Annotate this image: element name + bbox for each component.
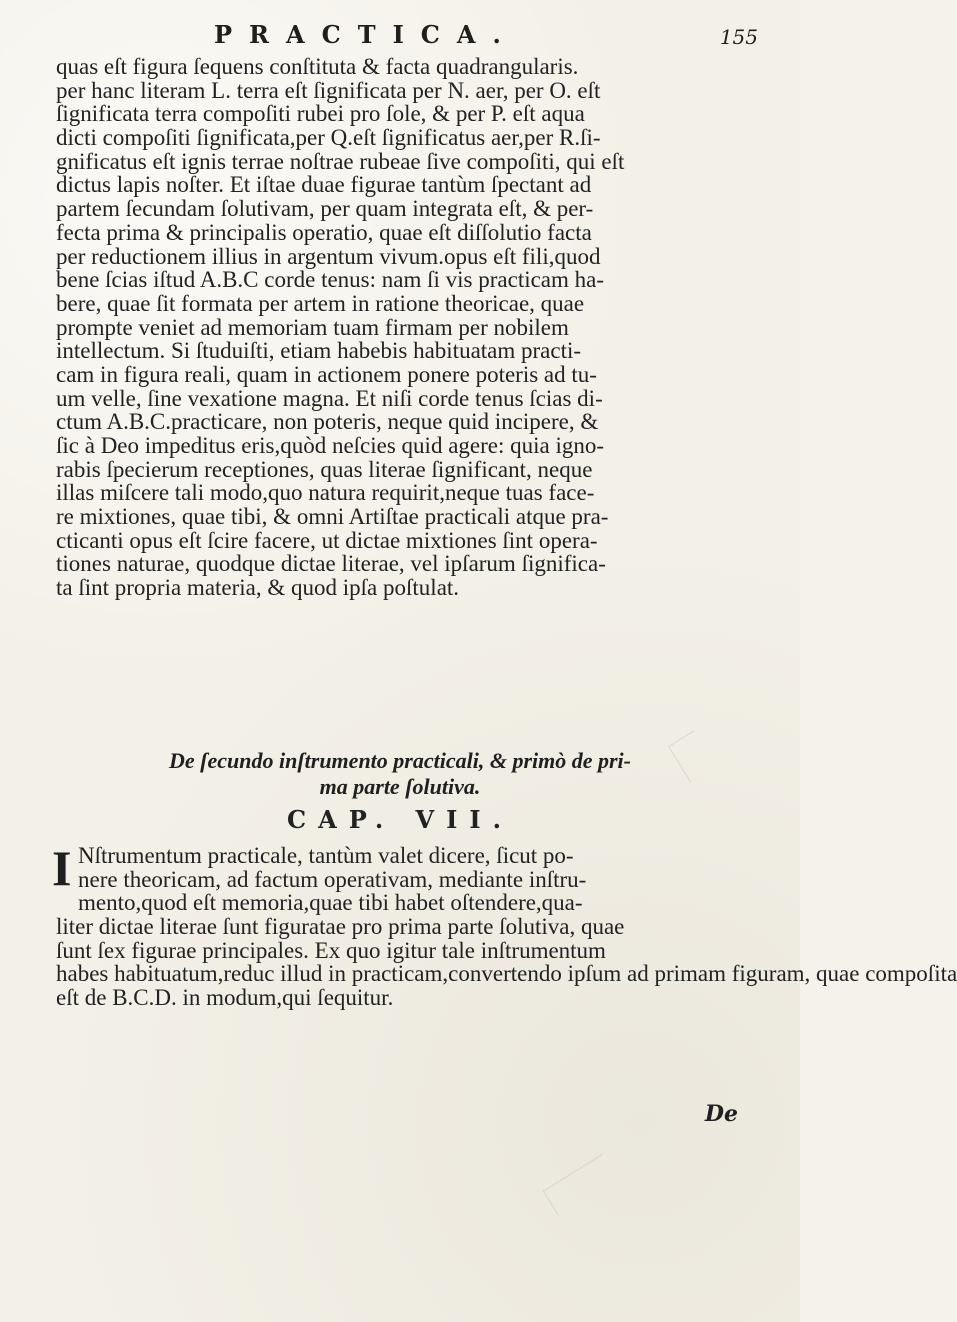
text-line: tiones naturae, quodque dictae literae, vel ipſarum ſignifica- [56, 551, 606, 577]
text-line: dicti compoſiti ſignificata,per Q.eſt ſignificatus aer,per R.ſi- [56, 125, 601, 151]
text-line: nere theoricam, ad factum operativam, mediante inſtru- [78, 866, 587, 892]
text-line: rabis ſpecierum receptiones, quas literae ſignificant, neque [56, 456, 593, 482]
text-line: re mixtiones, quae tibi, & omni Artiſtae practicali atque pra- [56, 504, 609, 530]
text-line: intellectum. Si ſtuduiſti, etiam habebis habituatam practi- [56, 338, 582, 364]
text-line: mento,quod eſt memoria,quae tibi habet oſtendere,qua- [78, 890, 583, 916]
text-line: ſignificata terra compoſiti rubei pro ſole, & per P. eſt aqua [56, 101, 585, 127]
text-line: cam in figura reali, quam in actionem ponere poteris ad tu- [56, 361, 597, 387]
text-line: cticanti opus eſt ſcire facere, ut dictae mixtiones ſint opera- [56, 527, 598, 553]
section-heading-line: ma parte ſolutiva. [319, 774, 481, 799]
main-text-bottom [56, 843, 957, 1011]
section-heading [60, 748, 740, 800]
page-number: 155 [719, 25, 758, 49]
running-title: PRACTICA. [214, 20, 518, 49]
text-line: bere, quae ſit formata per artem in ratione theoricae, quae [56, 290, 585, 316]
text-line: gnificatus eſt ignis terrae noſtrae rubeae ſive compoſiti, qui eſt [56, 148, 625, 174]
text-line: liter dictae literae ſunt figuratae pro prima parte ſolutiva, quae [56, 914, 625, 940]
text-line: per reductionem illius in argentum vivum.opus eſt fili,quod [56, 243, 601, 269]
text-line: partem ſecundam ſolutivam, per quam integrata eſt, & per- [56, 196, 594, 222]
text-line: ctum A.B.C.practicare, non poteris, neque quid incipere, & [56, 409, 599, 435]
text-line: ſic à Deo impeditus eris,quòd neſcies quid agere: quia igno- [56, 433, 605, 458]
paper-crease-mark [543, 1153, 619, 1215]
text-line: bene ſcias iſtud A.B.C corde tenus: nam ſi vis practicam ha- [56, 267, 605, 293]
text-line: illas miſcere tali modo,quo natura requirit,neque tuas face- [56, 480, 595, 506]
chapter-title: CAP. VII. [287, 805, 513, 834]
text-line: Nſtrumentum practicale, tantùm valet dicere, ſicut po- [78, 843, 574, 868]
text-line: eſt de B.C.D. in modum,qui ſequitur. [56, 985, 394, 1011]
section-heading-line: De ſecundo inſtrumento practicali, & primò de pri- [169, 748, 631, 773]
text-line: ſunt ſex figurae principales. Ex quo igitur tale inſtrumentum [56, 937, 606, 963]
text-line: dictus lapis noſter. Et iſtae duae figurae tantùm ſpectant ad [56, 172, 592, 198]
text-line: um velle, ſine vexatione magna. Et niſi corde tenus ſcias di- [56, 385, 603, 411]
text-line: fecta prima & principalis operatio, quae eſt diſſolutio facta [56, 219, 592, 245]
page-header [0, 18, 800, 58]
text-line: ta ſint propria materia, & quod ipſa poſtulat. [56, 575, 460, 601]
text-line: habes habituatum,reduc illud in practicam,convertendo ipſum ad primam figuram, quae compoſita [56, 961, 957, 987]
text-line: prompte veniet ad memoriam tuam firmam per nobilem [56, 314, 569, 340]
main-text-top [56, 55, 766, 600]
text-line: per hanc literam L. terra eſt ſignificata per N. aer, per O. eſt [56, 77, 601, 103]
drop-cap-initial: I [52, 840, 72, 896]
catchword: De [704, 1101, 738, 1127]
text-line: quas eſt figura ſequens conſtituta & facta quadrangularis. [56, 54, 579, 79]
